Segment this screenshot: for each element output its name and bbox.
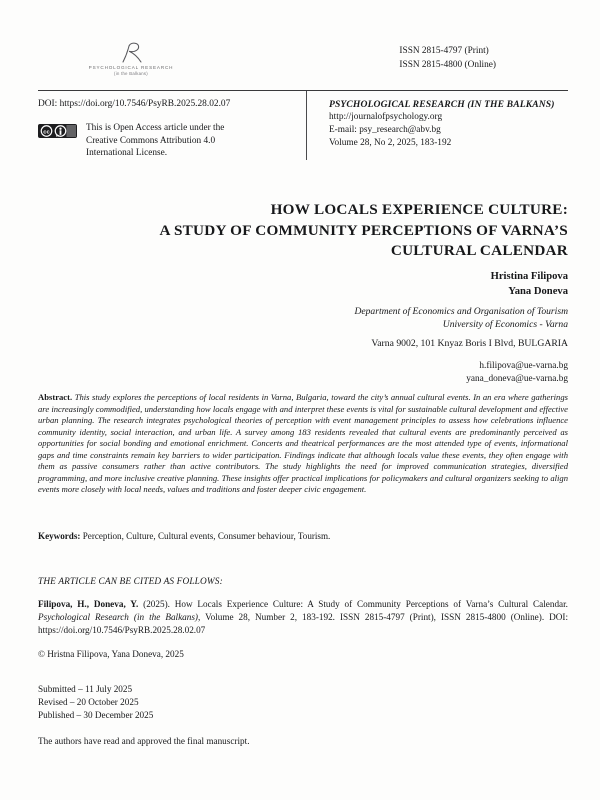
author-email-1[interactable]: h.filipova@ue-varna.bg <box>479 361 568 371</box>
masthead-body <box>38 91 568 160</box>
citation-part-2: , Volume 28, Number 2, 183-192. ISSN 2815-4797 (Print), ISSN 2815-4800 (Online). DOI: https://doi.org/10.7546/PsyRB.2025.28.02.07 <box>38 611 569 635</box>
journal-website[interactable]: http://journalofpsychology.org <box>329 112 443 122</box>
license-row <box>38 122 298 160</box>
journal-logo <box>38 42 206 76</box>
license-line-3: International License. <box>86 148 168 159</box>
author-name-1: Hristina Filipova <box>490 271 568 282</box>
citation-authors: Filipova, H., Doneva, Y. <box>38 599 139 609</box>
abstract <box>38 392 568 496</box>
masthead-top-row <box>38 42 568 86</box>
journal-volume-info: Volume 28, No 2, 2025, 183-192 <box>329 138 452 149</box>
date-submitted: Submitted – 11 July 2025 <box>38 684 133 694</box>
citation-journal-name: Psychological Research (in the Balkans) <box>38 611 198 622</box>
article-title-line-3: CULTURAL CALENDAR <box>390 242 568 259</box>
publication-dates <box>38 683 153 722</box>
doi-line[interactable]: DOI: https://doi.org/10.7546/PsyRB.2025.28.02.07 <box>38 99 231 109</box>
article-title-line-1: HOW LOCALS EXPERIENCE CULTURE: <box>270 201 568 218</box>
issn-online: ISSN 2815-4800 (Online) <box>399 60 496 70</box>
svg-text:BY: BY <box>55 135 60 138</box>
date-revised: Revised – 20 October 2025 <box>38 696 139 707</box>
masthead <box>38 42 568 160</box>
svg-text:cc: cc <box>43 129 50 136</box>
postal-address: Varna 9002, 101 Knyaz Boris I Blvd, BULGARIA <box>371 338 568 349</box>
issn-block <box>399 42 568 72</box>
license-line-2: Creative Commons Attribution 4.0 <box>86 135 216 146</box>
abstract-label: Abstract. <box>38 392 73 402</box>
author-email-2[interactable]: yana_doneva@ue-varna.bg <box>466 373 568 384</box>
masthead-left-column <box>38 91 306 160</box>
article-title <box>38 200 568 262</box>
cc-by-icon <box>38 124 77 138</box>
citation-part-1: (2025). How Locals Experience Culture: A Study of Community Perceptions of Varna’s Cultural Calendar. <box>138 599 568 609</box>
affiliation-university: University of Economics - Varna <box>442 319 568 331</box>
article-title-line-2: A STUDY OF COMMUNITY PERCEPTIONS OF VARNA’S <box>159 221 568 239</box>
stylized-r-icon <box>56 42 206 64</box>
journal-logo-subtitle: (in the Balkans) <box>114 71 148 76</box>
citation-heading: THE ARTICLE CAN BE CITED AS FOLLOWS: <box>38 577 223 587</box>
affiliation <box>38 305 568 332</box>
author-name-2: Yana Doneva <box>508 285 568 297</box>
keywords-text: Perception, Culture, Cultural events, Consumer behaviour, Tourism. <box>82 531 331 541</box>
author-emails <box>38 360 568 385</box>
affiliation-department: Department of Economics and Organisation of Tourism <box>354 306 568 317</box>
abstract-text: This study explores the perceptions of local residents in Varna, Bulgaria, toward the city’s annual cultural events. In an era where gatherings are increasingly commodified, understanding how locals engage with and interpret these events is vital for sustainable cultural development and effective urban planning. The research integrates psychological theories of perception with event management principles to assess how celebrations influence community identity, social interaction, and urban life. A survey among 183 residents revealed that cultural events are predominantly perceived as opportunities for social bonding and emotional enrichment. Concerts and theatrical performances are the most attended type of events, informational gaps and time constraints remain key barriers to wider participation. Findings indicate that although locals value these events, they often engage with them as passive consumers rather than active contributors. The study highlights the need for improved communication strategies, diversified programming, and more inclusive creative planning. These insights offer practical implications for policymakers and cultural organizers seeking to align events more closely with local needs, values and traditions and foster deeper civic engagement. <box>38 392 568 495</box>
author-approval-statement: The authors have read and approved the final manuscript. <box>38 736 250 746</box>
issn-print: ISSN 2815-4797 (Print) <box>399 46 489 56</box>
journal-title: PSYCHOLOGICAL RESEARCH (IN THE BALKANS) <box>329 99 555 110</box>
citation-body <box>38 598 568 636</box>
keywords-label: Keywords: <box>38 531 81 541</box>
author-list <box>38 270 568 299</box>
keywords <box>38 530 568 542</box>
copyright-line: © Hristna Filipova, Yana Doneva, 2025 <box>38 649 184 659</box>
masthead-right-column <box>306 91 568 160</box>
journal-logo-name: PSYCHOLOGICAL RESEARCH <box>88 65 174 70</box>
license-line-1: This is Open Access article under the <box>86 123 225 133</box>
license-text <box>86 122 224 160</box>
date-published: Published – 30 December 2025 <box>38 709 154 720</box>
journal-email[interactable]: E-mail: psy_research@abv.bg <box>329 125 441 136</box>
